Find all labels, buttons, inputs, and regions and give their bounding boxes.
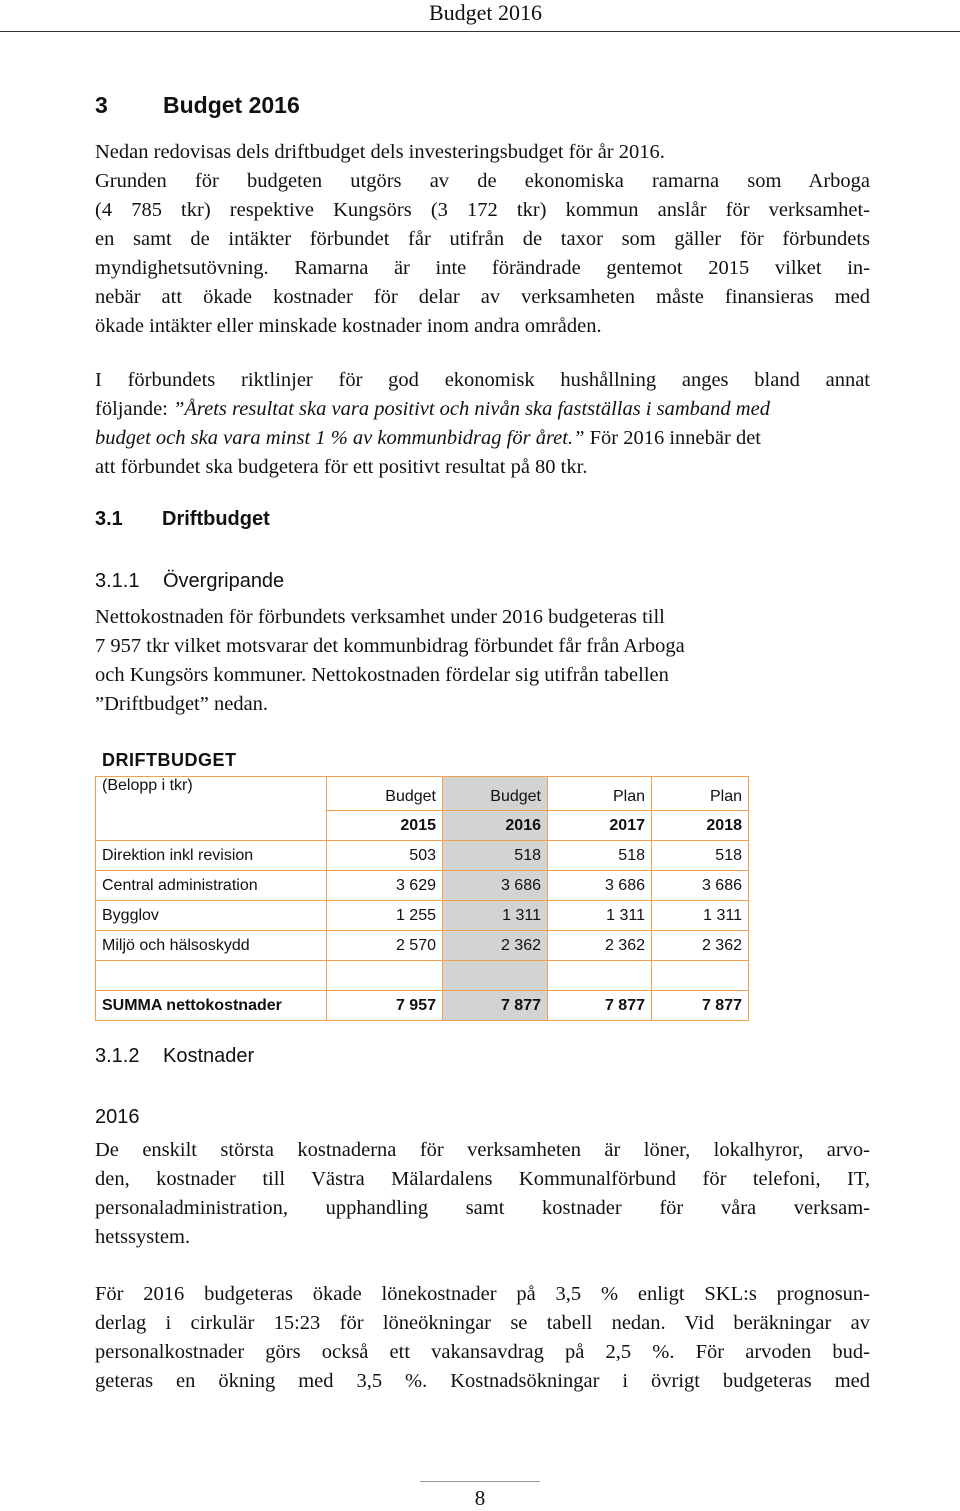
- cell-value: 1 311: [548, 901, 652, 931]
- text-line: den, kostnader till Västra Mälardalens Kommunalförbund för telefoni, IT,: [95, 1168, 870, 1190]
- column-header: Budget: [443, 777, 548, 811]
- total-label: SUMMA nettokostnader: [96, 991, 327, 1021]
- text-line: derlag i cirkulär 15:23 för löneökningar se tabell nedan. Vid beräkningar av: [95, 1312, 870, 1334]
- section-title: Budget 2016: [163, 92, 300, 118]
- text-line: hetssystem.: [95, 1226, 191, 1248]
- text-fragment: För 2016 innebär det: [584, 427, 761, 449]
- salary-paragraph: [95, 1280, 870, 1396]
- text-line: Nedan redovisas dels driftbudget dels investeringsbudget för år 2016.: [95, 141, 665, 163]
- table-header-row: [96, 777, 749, 811]
- cell-value: 518: [443, 841, 548, 871]
- cell-value: 1 311: [443, 901, 548, 931]
- page-header: [0, 0, 960, 32]
- cell-value: 3 629: [327, 871, 443, 901]
- text-line: och Kungsörs kommuner. Nettokostnaden fördelar sig utifrån tabellen: [95, 664, 669, 686]
- column-header: Budget: [327, 777, 443, 811]
- total-value: 7 877: [652, 991, 749, 1021]
- footer-rule: [420, 1481, 540, 1482]
- column-year: 2016: [443, 811, 548, 841]
- cell-value: 3 686: [652, 871, 749, 901]
- net-cost-paragraph: [95, 603, 870, 719]
- total-value: 7 957: [327, 991, 443, 1021]
- year-subheading: 2016: [95, 1106, 140, 1128]
- empty-cell: [548, 961, 652, 991]
- text-line: personaladministration, upphandling samt kostnader för våra verksam-: [95, 1197, 870, 1219]
- column-header: Plan: [652, 777, 749, 811]
- empty-cell: [327, 961, 443, 991]
- guidelines-paragraph: [95, 366, 870, 482]
- unit-label: (Belopp i tkr): [96, 777, 327, 841]
- column-header: Plan: [548, 777, 652, 811]
- section-3-1-1-heading: [95, 570, 284, 593]
- cell-value: 2 362: [443, 931, 548, 961]
- quote-fragment: ”Årets resultat ska vara positivt och nivån ska fastställas i samband med: [173, 398, 770, 420]
- section-3-1-2-heading: [95, 1045, 254, 1068]
- section-number: 3.1.1: [95, 570, 140, 592]
- empty-cell: [652, 961, 749, 991]
- cell-value: 1 311: [652, 901, 749, 931]
- cell-value: 518: [652, 841, 749, 871]
- section-number: 3.1.2: [95, 1045, 140, 1067]
- driftbudget-table: [95, 776, 749, 1021]
- empty-cell: [443, 961, 548, 991]
- table-row: [96, 931, 749, 961]
- running-header-title: Budget 2016: [428, 0, 542, 25]
- text-line: en samt de intäkter förbundet får utifrån de taxor som gäller för förbundets: [95, 228, 870, 250]
- text-line: geteras en ökning med 3,5 %. Kostnadsökningar i övrigt budgeteras med: [95, 1370, 870, 1392]
- table-total-row: [96, 991, 749, 1021]
- text-line: att förbundet ska budgetera för ett positivt resultat på 80 tkr.: [95, 456, 588, 478]
- column-year: 2015: [327, 811, 443, 841]
- section-3-heading: [95, 92, 300, 119]
- intro-paragraph: [95, 138, 870, 341]
- table-row: [96, 901, 749, 931]
- text-line: 7 957 tkr vilket motsvarar det kommunbidrag förbundet får från Arboga: [95, 635, 685, 657]
- row-label: Bygglov: [96, 901, 327, 931]
- text-line: ”Driftbudget” nedan.: [95, 693, 269, 715]
- cell-value: 503: [327, 841, 443, 871]
- section-title: Övergripande: [163, 570, 285, 592]
- column-year: 2017: [548, 811, 652, 841]
- costs-paragraph: [95, 1136, 870, 1252]
- section-3-1-heading: [95, 508, 270, 531]
- text-line: Grunden för budgeten utgörs av de ekonomiska ramarna som Arboga: [95, 170, 870, 192]
- table-title: DRIFTBUDGET: [102, 750, 237, 770]
- quote-fragment: budget och ska vara minst 1 % av kommunbidrag för året.”: [95, 427, 585, 449]
- row-label: Miljö och hälsoskydd: [96, 931, 327, 961]
- cell-value: 518: [548, 841, 652, 871]
- text-fragment: följande:: [95, 398, 173, 420]
- cell-value: 2 570: [327, 931, 443, 961]
- empty-cell: [96, 961, 327, 991]
- page-number: 8: [474, 1486, 486, 1510]
- text-line: Nettokostnaden för förbundets verksamhet under 2016 budgeteras till: [95, 606, 665, 628]
- text-line: [95, 395, 870, 424]
- cell-value: 3 686: [548, 871, 652, 901]
- total-value: 7 877: [548, 991, 652, 1021]
- row-label: Direktion inkl revision: [96, 841, 327, 871]
- table-empty-row: [96, 961, 749, 991]
- section-number: 3: [95, 92, 108, 118]
- cell-value: 3 686: [443, 871, 548, 901]
- text-line: För 2016 budgeteras ökade lönekostnader på 3,5 % enligt SKL:s prognosun-: [95, 1283, 870, 1305]
- cell-value: 1 255: [327, 901, 443, 931]
- total-value: 7 877: [443, 991, 548, 1021]
- row-label: Central administration: [96, 871, 327, 901]
- text-line: (4 785 tkr) respektive Kungsörs (3 172 tkr) kommun anslår för verksamhet-: [95, 199, 870, 221]
- table-row: [96, 841, 749, 871]
- column-year: 2018: [652, 811, 749, 841]
- text-line: myndighetsutövning. Ramarna är inte förändrade gentemot 2015 vilket in-: [95, 257, 870, 279]
- text-line: [95, 424, 870, 453]
- header-rule: [0, 31, 960, 32]
- text-line: De enskilt största kostnaderna för verksamheten är löner, lokalhyror, arvo-: [95, 1139, 870, 1161]
- section-number: 3.1: [95, 508, 123, 530]
- section-title: Kostnader: [163, 1045, 255, 1067]
- text-line: personalkostnader görs också ett vakansavdrag på 2,5 %. För arvoden bud-: [95, 1341, 870, 1363]
- cell-value: 2 362: [652, 931, 749, 961]
- text-line: I förbundets riktlinjer för god ekonomisk hushållning anges bland annat: [95, 369, 870, 391]
- text-line: ökade intäkter eller minskade kostnader inom andra områden.: [95, 315, 602, 337]
- cell-value: 2 362: [548, 931, 652, 961]
- table-row: [96, 871, 749, 901]
- text-line: nebär att ökade kostnader för delar av verksamheten måste finansieras med: [95, 286, 870, 308]
- section-title: Driftbudget: [162, 508, 270, 530]
